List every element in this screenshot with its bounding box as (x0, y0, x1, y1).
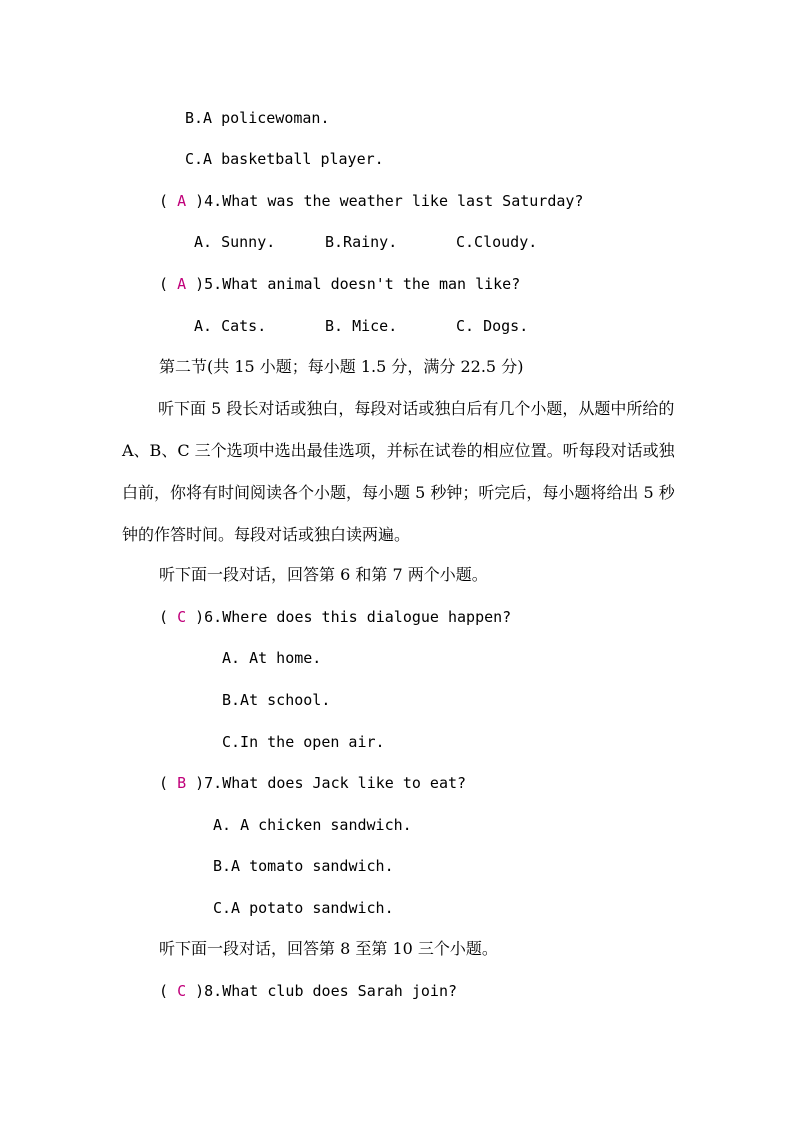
q7-answer: B (177, 774, 187, 792)
q7-option-a: A. A chicken sandwich. (213, 816, 412, 834)
q6-stem: 6.Where does this dialogue happen? (204, 608, 512, 626)
section-2-instructions: 听下面 5 段长对话或独白，每段对话或独白后有几个小题，从题中所给的 A、B、C 三个选项中选出最佳选项，并标在试卷的相应位置。听每段对话或独白前，你将有时间阅读各个小题，每小题 5 秒钟；听完后，每小题将给出 5 秒钟的作答时间。每段对话或独白读两遍。 (122, 399, 675, 544)
q7-question (159, 773, 466, 793)
q4-option-a: A. Sunny. (194, 233, 276, 251)
q5-open-paren: ( (159, 275, 169, 293)
q5-close-paren: ) (195, 275, 205, 293)
q4-option-c: C.Cloudy. (456, 233, 538, 251)
q5-answer: A (177, 275, 187, 293)
q6-option-b: B.At school. (222, 691, 331, 709)
q5-option-b: B. Mice. (325, 317, 398, 335)
q4-answer: A (177, 192, 187, 210)
q7-option-b: B.A tomato sandwich. (213, 857, 394, 875)
q5-option-a: A. Cats. (194, 317, 267, 335)
q6-close-paren: ) (195, 608, 205, 626)
dialogue-1-intro: 听下面一段对话，回答第 6 和第 7 两个小题。 (159, 565, 488, 584)
q7-option-c: C.A potato sandwich. (213, 899, 394, 917)
section-2-heading: 第二节(共 15 小题；每小题 1.5 分，满分 22.5 分) (159, 357, 524, 376)
q6-open-paren: ( (159, 608, 169, 626)
q8-close-paren: ) (195, 982, 205, 1000)
q8-open-paren: ( (159, 982, 169, 1000)
q3-option-b: B.A policewoman. (185, 109, 330, 127)
q4-close-paren: ) (195, 192, 205, 210)
q4-question (159, 191, 583, 211)
q7-close-paren: ) (195, 774, 205, 792)
q8-stem: 8.What club does Sarah join? (204, 982, 458, 1000)
dialogue-2-intro: 听下面一段对话，回答第 8 至第 10 三个小题。 (159, 939, 498, 958)
q4-stem: 4.What was the weather like last Saturday? (204, 192, 584, 210)
q6-question (159, 607, 511, 627)
q3-option-c: C.A basketball player. (185, 150, 384, 168)
q4-open-paren: ( (159, 192, 169, 210)
q6-option-a: A. At home. (222, 649, 322, 667)
q7-open-paren: ( (159, 774, 169, 792)
q5-option-c: C. Dogs. (456, 317, 529, 335)
q6-option-c: C.In the open air. (222, 733, 385, 751)
q8-question (159, 981, 457, 1001)
q5-question (159, 274, 520, 294)
q6-answer: C (177, 608, 187, 626)
q4-option-b: B.Rainy. (325, 233, 398, 251)
q7-stem: 7.What does Jack like to eat? (204, 774, 467, 792)
q8-answer: C (177, 982, 187, 1000)
q5-stem: 5.What animal doesn't the man like? (204, 275, 521, 293)
